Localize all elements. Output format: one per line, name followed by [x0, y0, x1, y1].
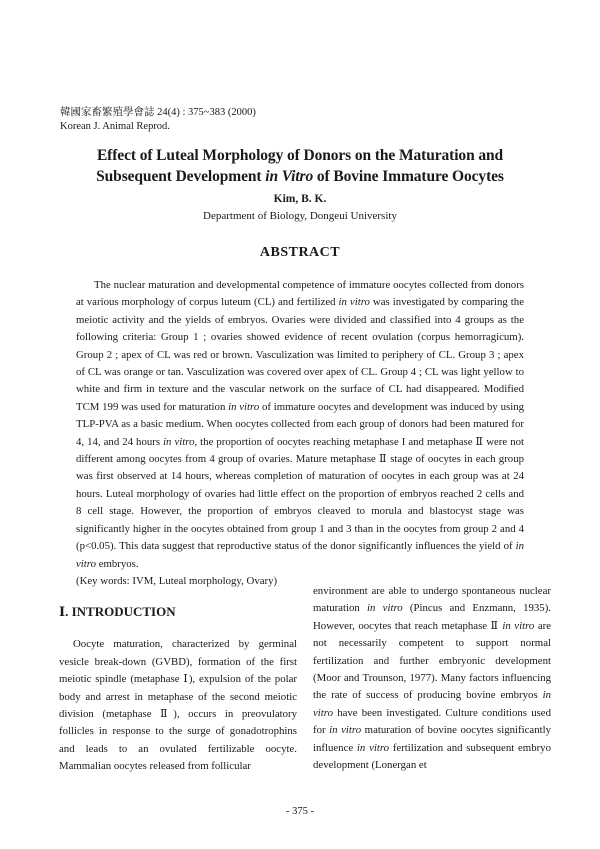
- body-italic: in vitro: [313, 689, 551, 719]
- section-heading: Ⅰ. INTRODUCTION: [59, 604, 176, 619]
- paper-title: [40, 145, 560, 187]
- title-line-2: [40, 166, 560, 187]
- page-number: - 375 -: [286, 806, 314, 817]
- title-text: Subsequent Development: [96, 168, 266, 185]
- abstract-text: of immature oocytes and development was induced by using TLP-PVA as a basic medium. When oocytes collected from each group of donors had been matured for 4, 14, and 24 hours: [76, 400, 524, 448]
- left-column: [59, 583, 297, 776]
- right-column: [313, 583, 551, 774]
- title-line-1: Effect of Luteal Morphology of Donors on the Maturation and: [96, 147, 504, 164]
- body-text: have been investigated. Culture conditions used for: [313, 706, 551, 737]
- intro-paragraph-continued: [313, 583, 551, 774]
- body-text: (Pincus and Enzmann, 1935). However, oocytes that reach metaphase Ⅱ: [313, 602, 551, 632]
- body-text: are not necessarily competent to support normal fertilization and further embryonic development (Moor and Trounson, 1977). Many factors influencing the rate of success of producing bovine embryos: [313, 619, 551, 702]
- abstract-paragraph: [76, 277, 524, 573]
- title-italic: in Vitro: [265, 168, 314, 185]
- abstract-body: [76, 277, 524, 590]
- intro-paragraph: Oocyte maturation, characterized by germinal vesicle break-down (GVBD), formation of the first meiotic spindle (metaphase Ⅰ), expulsion of the polar body and arrest in metaphase of the second meiotic division (metaphase Ⅱ), occurs in preovulatory follicles in response to the surge of gonadotrophins and leads to an ovulated fertilizable oocyte. Mammalian oocytes released from follicular: [59, 638, 297, 773]
- abstract-text: was investigated by comparing the meiotic activity and the yields of embryos. Ovaries were divided and classified into 4 groups as the following criteria: Group 1 ; ovaries showed evidence of recent ovulation (corpus hemorragicum). Group 2 ; apex of CL was red or brown. Vasculization was limited to periphery of CL. Group 3 ; apex of CL was orange or tan. Vasculization was covered over apex of CL. Group 4 ; CL was light yellow to white and firm in texture and the vascular network on the surface of CL had disappeared. Modified TCM 199 was used for maturation: [76, 296, 524, 413]
- abstract-italic: in vitro: [163, 435, 195, 448]
- abstract-heading: ABSTRACT: [259, 245, 341, 260]
- title-text: of Bovine Immature Oocytes: [313, 168, 504, 185]
- affiliation: Department of Biology, Dongeui University: [203, 210, 397, 222]
- author: Kim, B. K.: [273, 193, 327, 205]
- body-italic: in vitro: [356, 741, 390, 754]
- keywords: (Key words: IVM, Luteal morphology, Ovary): [76, 574, 278, 587]
- body-italic: in vitro: [502, 619, 535, 632]
- journal-name: Korean J. Animal Reprod.: [60, 120, 170, 132]
- abstract-text: , the proportion of oocytes reaching metaphase I and metaphase Ⅱ were not different among oocytes from 4 group of ovaries. Mature metaphase Ⅱ stage of oocytes in each group was first observed at 14 hours, whereas completion of maturation of oocytes in each group was at 24 hours. Luteal morphology of ovaries had little effect on the proportion of embryos reached 2 cells and 8 cell stage. However, the proportion of embryos cleaved to morula and blastocyst stage was significantly higher in the oocytes obtained from group 1 and 3 than in the oocytes from group 2 and 4 (p<0.05). This data suggest that reproductive status of the donor significantly influences the yield of: [76, 435, 525, 553]
- abstract-italic: in vitro: [76, 540, 524, 570]
- body-italic: in vitro: [329, 724, 362, 737]
- abstract-italic: in vitro: [338, 296, 370, 309]
- abstract-text: embryos.: [96, 557, 139, 570]
- body-text: maturation of bovine oocytes significantly influence: [313, 724, 551, 754]
- abstract-italic: in vitro: [228, 400, 260, 413]
- body-text: environment are able to undergo spontaneous nuclear maturation: [313, 585, 551, 615]
- body-italic: in vitro: [367, 602, 403, 615]
- journal-citation: 韓國家畜繁殖學會誌 24(4) : 375~383 (2000): [60, 107, 256, 118]
- body-text: fertilization and subsequent embryo development (Lonergan et: [313, 741, 551, 772]
- abstract-text: The nuclear maturation and developmental competence of immature oocytes collected from donors at various morphology of corpus luteum (CL) and fertilized: [76, 279, 524, 309]
- journal-header: [60, 106, 256, 133]
